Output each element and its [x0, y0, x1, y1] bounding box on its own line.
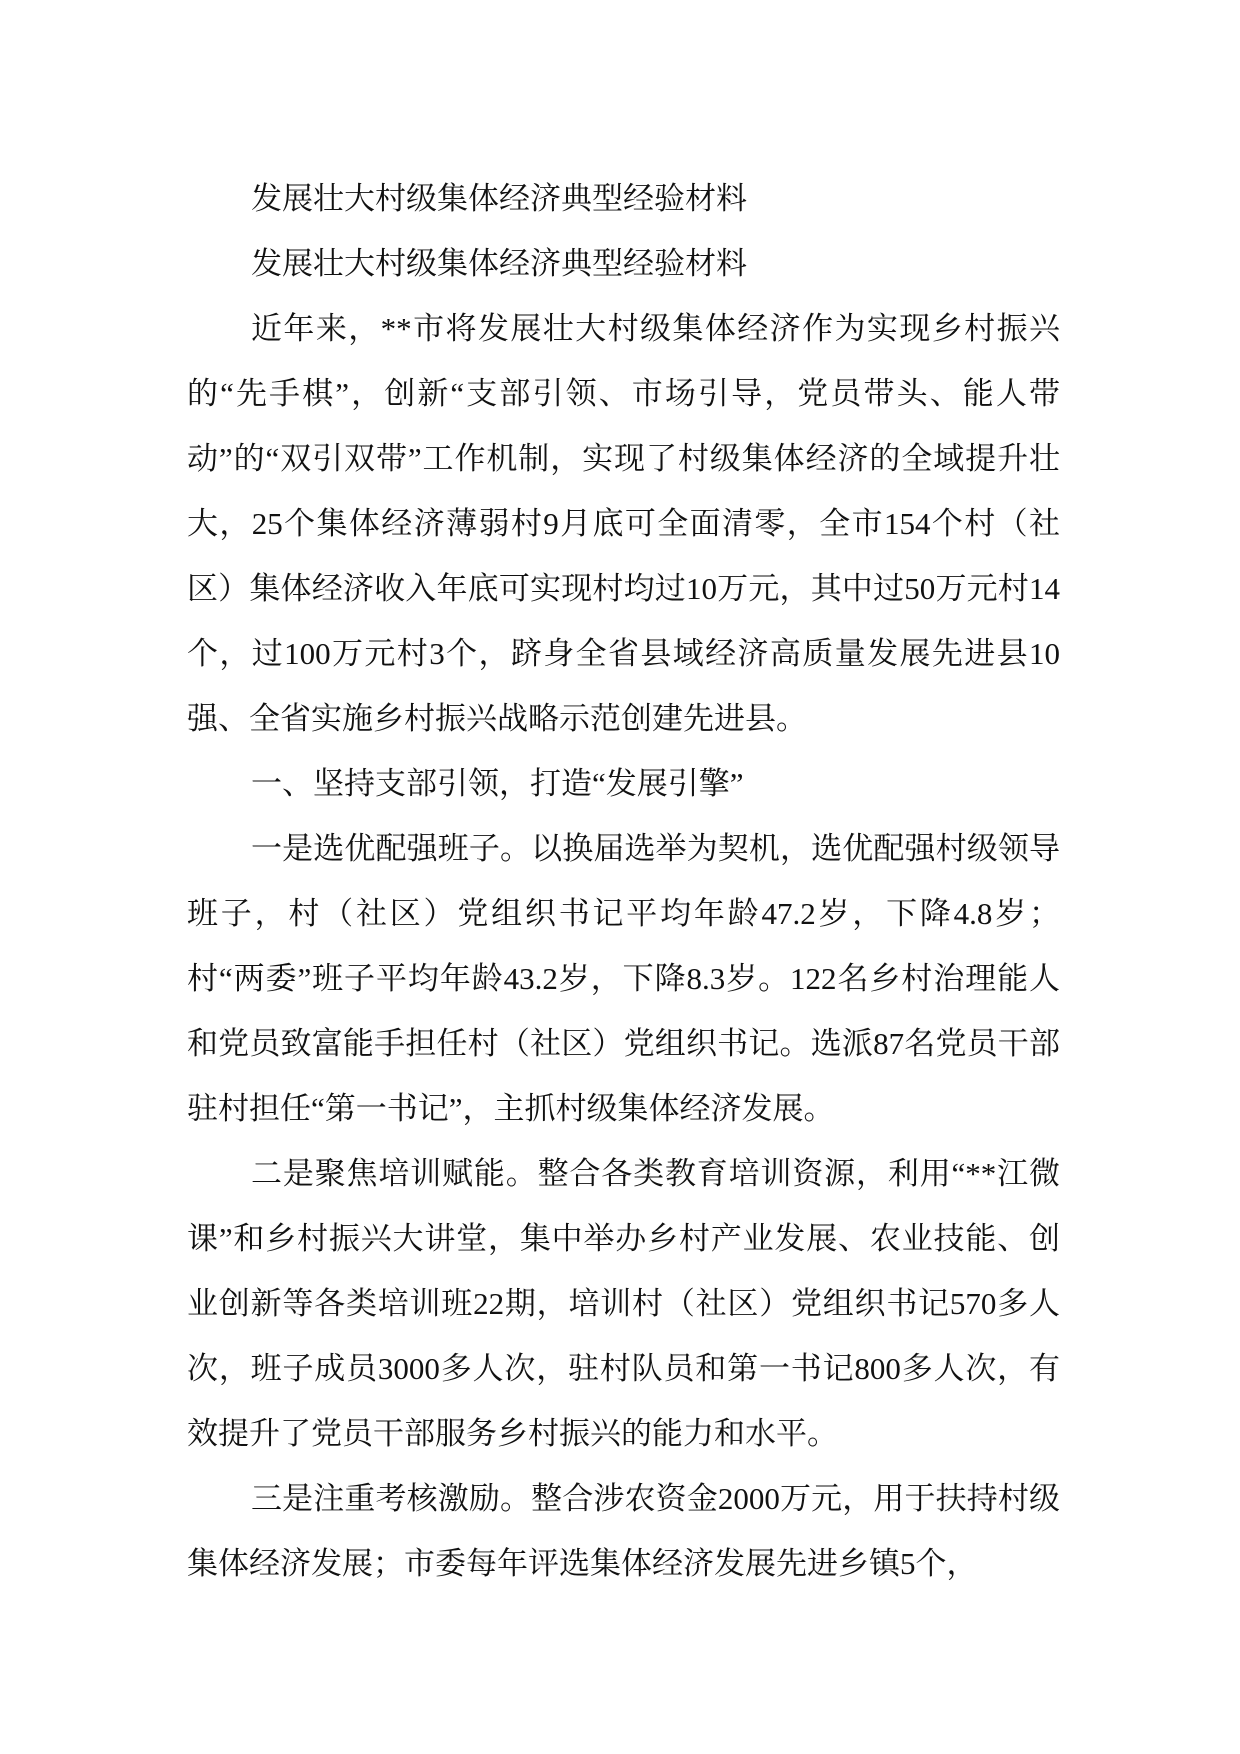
document-title: 发展壮大村级集体经济典型经验材料 — [251, 181, 747, 216]
body-paragraph-1: 一是选优配强班子。以换届选举为契机，选优配强村级领导班子，村（社区）党组织书记平均年龄47.2岁，下降4.8岁；村“两委”班子平均年龄43.2岁，下降8.3岁。122名乡村治理能人和党员致富能手担任村（社区）党组织书记。选派87名党员干部驻村担任“第一书记”，主抓村级集体经济发展。 — [187, 831, 1060, 1126]
document-subtitle: 发展壮大村级集体经济典型经验材料 — [251, 246, 747, 281]
document-page — [187, 166, 1060, 1596]
intro-paragraph: 近年来，**市将发展壮大村级集体经济作为实现乡村振兴的“先手棋”，创新“支部引领、市场引导，党员带头、能人带动”的“双引双带”工作机制，实现了村级集体经济的全域提升壮大，25个集体经济薄弱村9月底可全面清零，全市154个村（社区）集体经济收入年底可实现村均过10万元，其中过50万元村14个，过100万元村3个，跻身全省县域经济高质量发展先进县10强、全省实施乡村振兴战略示范创建先进县。 — [187, 311, 1060, 736]
section-heading: 一、坚持支部引领，打造“发展引擎” — [251, 766, 744, 801]
body-paragraph-2: 二是聚焦培训赋能。整合各类教育培训资源，利用“**江微课”和乡村振兴大讲堂，集中举办乡村产业发展、农业技能、创业创新等各类培训班22期，培训村（社区）党组织书记570多人次，班子成员3000多人次，驻村队员和第一书记800多人次，有效提升了党员干部服务乡村振兴的能力和水平。 — [187, 1156, 1060, 1451]
body-paragraph-3: 三是注重考核激励。整合涉农资金2000万元，用于扶持村级集体经济发展；市委每年评选集体经济发展先进乡镇5个， — [187, 1481, 1060, 1581]
